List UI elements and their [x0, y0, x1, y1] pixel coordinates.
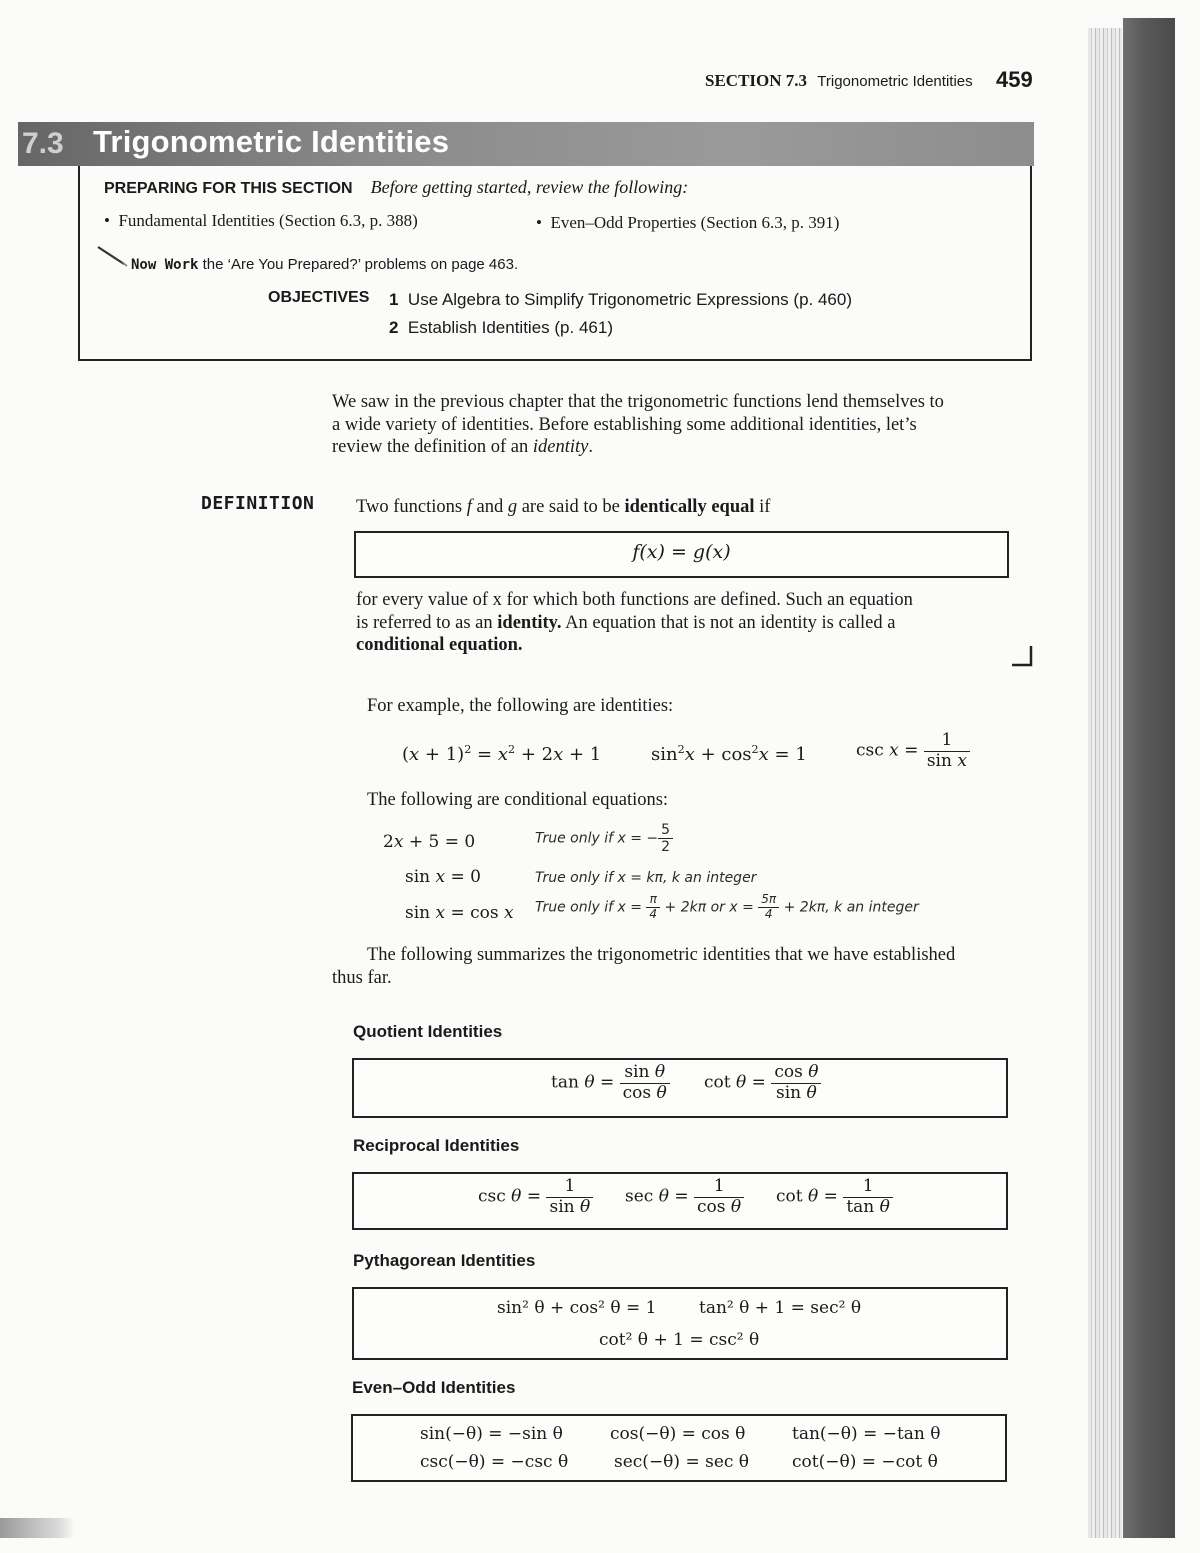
identity-example-3: csc x = $\frac{1}{\text{sin x}}$: [856, 731, 970, 771]
section-title: Trigonometric Identities: [93, 124, 450, 159]
intro-paragraph: [332, 391, 944, 459]
definition-text: for every value of x for which both functions are defined. Such an equation: [356, 590, 913, 610]
preparing-item-text: Even–Odd Properties (Section 6.3, p. 391): [550, 213, 840, 232]
bullet: •: [536, 213, 551, 232]
now-work-label: Now Work: [131, 257, 199, 273]
even-odd-sec: sec(−θ) = sec θ: [614, 1452, 750, 1472]
quotient-cot: cot θ = $\frac{\text{cos θ}}{\text{sin θ}}$: [704, 1063, 821, 1103]
objectives-label: OBJECTIVES: [268, 289, 370, 306]
definition-label: DEFINITION: [201, 493, 315, 514]
even-odd-sin: sin(−θ) = −sin θ: [420, 1424, 563, 1444]
preparing-item-1: [104, 211, 418, 231]
preparing-item-2: [536, 213, 839, 233]
reciprocal-cot: cot θ = $\frac{1}{\text{tan θ}}$: [776, 1177, 893, 1217]
running-head: [705, 71, 973, 91]
conditional-note-3: True only if x = $\frac{\pi}{4}$ + 2kπ or x = $\frac{5\pi}{4}$ + 2kπ, k an integer: [535, 892, 919, 921]
definition-body: [356, 589, 913, 657]
summary-line: thus far.: [332, 967, 392, 988]
note-text: + 2kπ: [664, 899, 707, 916]
page-edge-shadow: [1123, 18, 1175, 1538]
end-of-definition-mark: [1010, 644, 1034, 668]
even-odd-heading: Even–Odd Identities: [352, 1378, 516, 1397]
now-work-text: the ‘Are You Prepared?’ problems on page 463.: [202, 256, 519, 273]
definition-text: Two functions: [356, 497, 463, 517]
examples-intro: For example, the following are identities:: [367, 696, 674, 716]
conditional-eq-2: sin x = 0: [405, 867, 481, 887]
definition-text: if: [759, 497, 771, 517]
objective-2: [389, 318, 613, 338]
reciprocal-csc: csc θ = $\frac{1}{\text{sin θ}}$: [478, 1177, 593, 1217]
now-work-line: [131, 256, 518, 273]
even-odd-csc: csc(−θ) = −csc θ: [420, 1452, 569, 1472]
objective-number: 2: [389, 318, 399, 337]
objective-1: [389, 290, 852, 310]
page-number: 459: [996, 67, 1033, 92]
pythagorean-3: cot² θ + 1 = csc² θ: [599, 1330, 760, 1350]
quotient-box: [352, 1058, 1008, 1118]
note-text: + 2kπ, k an integer: [783, 899, 919, 916]
quotient-heading: Quotient Identities: [353, 1022, 503, 1041]
note-text: True only if x =: [535, 899, 642, 916]
bullet: •: [104, 211, 119, 230]
conditional-note-2: [535, 870, 756, 886]
conditional-intro: The following are conditional equations:: [367, 790, 669, 810]
intro-line: review the definition of an identity.: [332, 437, 593, 457]
definition-text: is referred to as an: [356, 612, 493, 633]
definition-text: are said to be: [521, 497, 620, 517]
intro-line-text: review the definition of an: [332, 437, 529, 457]
conditional-eq-3: sin x = cos x: [405, 903, 514, 923]
note-text: or x =: [710, 899, 754, 916]
running-head-section: SECTION 7.3: [705, 71, 808, 90]
summary-line: The following summarizes the trigonometric identities that we have established: [367, 945, 956, 965]
reciprocal-sec: sec θ = $\frac{1}{\text{cos θ}}$: [625, 1177, 744, 1217]
intro-line: a wide variety of identities. Before establishing some additional identities, let’s: [332, 414, 917, 435]
definition-line: [356, 612, 913, 635]
conditional-note-1: True only if x = − $\frac{5}{2}$: [535, 822, 673, 855]
definition-text: An equation that is not an identity is called a: [565, 612, 896, 633]
section-number: 7.3: [22, 127, 64, 160]
definition-term: identity.: [497, 612, 562, 633]
objective-text: Establish Identities (p. 461): [407, 318, 613, 337]
summary-paragraph: [332, 944, 955, 989]
preparing-intro: Before getting started, review the following:: [370, 177, 689, 197]
note-text: True only if x =: [535, 830, 642, 847]
objective-number: 1: [389, 290, 399, 309]
definition-line-1: Two functions f and g are said to be identically equal if: [356, 497, 771, 517]
reciprocal-heading: Reciprocal Identities: [353, 1136, 520, 1155]
identity-example-2: $\sin^2x + \cos^2x = 1$: [651, 743, 807, 765]
note-text: kπ, k an integer: [646, 870, 757, 886]
preparing-label: PREPARING FOR THIS SECTION: [104, 180, 353, 197]
intro-line: We saw in the previous chapter that the trigonometric functions lend themselves to: [332, 392, 944, 412]
scan-shadow: [0, 1518, 75, 1538]
preparing-item-text: Fundamental Identities (Section 6.3, p. 388): [118, 211, 418, 230]
conditional-eq-1: 2x + 5 = 0: [383, 832, 476, 852]
preparing-line: [104, 177, 688, 198]
even-odd-cos: cos(−θ) = cos θ: [610, 1424, 746, 1444]
definition-text: and: [476, 497, 504, 517]
running-head-title: Trigonometric Identities: [817, 73, 973, 90]
definition-term: conditional equation.: [356, 635, 523, 655]
definition-equation: f(x) = g(x): [632, 541, 731, 563]
objective-text: Use Algebra to Simplify Trigonometric Expressions (p. 460): [407, 290, 852, 309]
note-text: True only if x =: [535, 870, 642, 886]
pythagorean-2: tan² θ + 1 = sec² θ: [699, 1298, 862, 1318]
pythagorean-1: sin² θ + cos² θ = 1: [497, 1298, 657, 1318]
even-odd-tan: tan(−θ) = −tan θ: [792, 1424, 941, 1444]
definition-term: identically equal: [624, 497, 755, 517]
pythagorean-heading: Pythagorean Identities: [353, 1251, 536, 1270]
identity-example-1: $(x + 1)^2 = x^2 + 2x + 1$: [402, 743, 602, 765]
page-edge-light: [1088, 28, 1122, 1538]
pencil-icon: [94, 244, 130, 268]
even-odd-cot: cot(−θ) = −cot θ: [792, 1452, 938, 1472]
quotient-tan: tan θ = $\frac{\text{sin θ}}{\text{cos θ}}$: [551, 1063, 670, 1103]
